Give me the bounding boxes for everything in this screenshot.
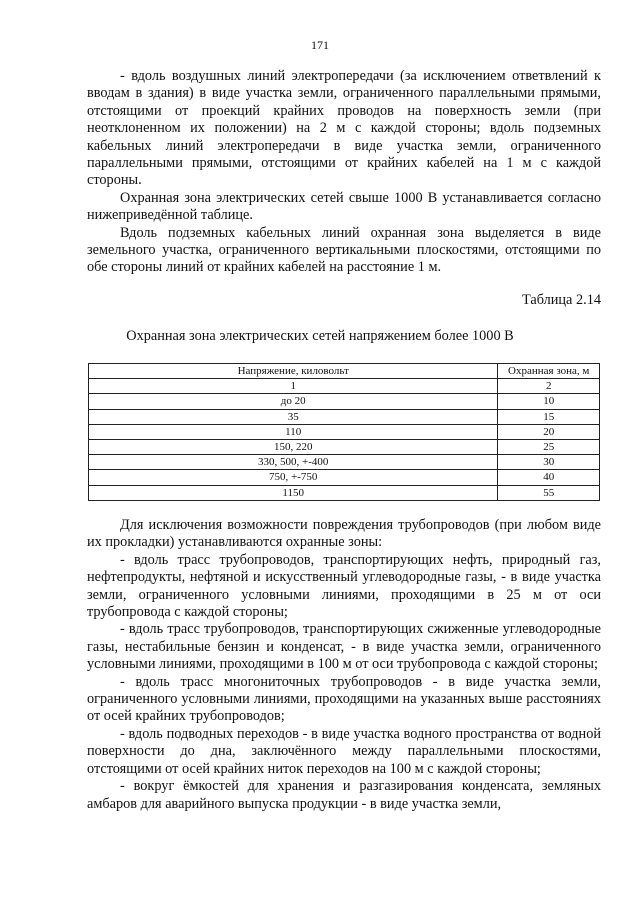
paragraph-condensate-tanks: - вокруг ёмкостей для хранения и разгазирования конденсата, земляных амбаров для аварийного выпуска продукции - в виде участка земли, [87, 778, 601, 812]
table-index-row [89, 379, 600, 394]
table-number: Таблица 2.14 [521, 292, 601, 308]
voltage-cell: до 20 [89, 394, 498, 409]
zone-cell: 20 [498, 424, 600, 439]
paragraph-zone-over-1000v: Охранная зона электрических сетей свыше 1000 В устанавливается согласно нижеприведённой таблице. [87, 189, 601, 224]
table-header-row [89, 364, 600, 379]
zone-cell: 15 [498, 409, 600, 424]
voltage-cell: 330, 500, +-400 [89, 455, 498, 470]
paragraph-underwater-crossings: - вдоль подводных переходов - в виде участка водного пространства от водной поверхности до дна, заключённого между параллельными плоскостями, отстоящими от осей крайних ниток переходов на 100 м с каждой стороны; [87, 725, 601, 777]
index-cell: 1 [89, 379, 498, 394]
protection-zone-table [88, 363, 600, 501]
table-row [89, 485, 600, 500]
table-row [89, 455, 600, 470]
table-row [89, 440, 600, 455]
paragraph-underground-cables: Вдоль подземных кабельных линий охранная зона выделяется в виде земельного участка, ограниченного вертикальными плоскостями, отстоящими по обе стороны линий от крайних кабелей на расстояние 1 м. [87, 224, 601, 276]
table-row [89, 409, 600, 424]
zone-cell: 30 [498, 455, 600, 470]
voltage-cell: 110 [89, 424, 498, 439]
column-header-voltage: Напряжение, киловольт [89, 364, 498, 379]
zone-cell: 55 [498, 485, 600, 500]
column-header-zone: Охранная зона, м [498, 364, 600, 379]
voltage-cell: 1150 [89, 485, 498, 500]
table-title: Охранная зона электрических сетей напряжением более 1000 В [126, 328, 514, 344]
pipeline-text-block [87, 517, 601, 813]
paragraph-pipeline-intro: Для исключения возможности повреждения трубопроводов (при любом виде их прокладки) устанавливаются охранные зоны: [87, 517, 601, 551]
paragraph-multistring-pipelines: - вдоль трасс многониточных трубопроводов - в виде участка земли, ограниченного условными линиями, проходящими на указанных выше расстояниях от осей крайних трубопроводов; [87, 673, 601, 725]
voltage-cell: 35 [89, 409, 498, 424]
voltage-cell: 750, +-750 [89, 470, 498, 485]
table-row [89, 424, 600, 439]
table-row [89, 394, 600, 409]
table-row [89, 470, 600, 485]
paragraph-oil-gas-pipelines: - вдоль трасс трубопроводов, транспортирующих нефть, природный газ, нефтепродукты, нефтяной и искусственный углеводородные газы, - в виде участка земли, ограниченного условными линиями, проходящими в 25 м от оси трубопровода с каждой стороны; [87, 551, 601, 621]
intro-text-block [87, 68, 601, 277]
index-cell: 2 [498, 379, 600, 394]
page-number: 171 [311, 38, 329, 52]
paragraph-liquefied-gas-pipelines: - вдоль трасс трубопроводов, транспортирующих сжиженные углеводородные газы, нестабильные бензин и конденсат, - в виде участка земли, ограниченного условными линиями, проходящими в 100 м от оси трубопровода с каждой стороны; [87, 621, 601, 673]
zone-cell: 10 [498, 394, 600, 409]
zone-cell: 40 [498, 470, 600, 485]
zone-cell: 25 [498, 440, 600, 455]
paragraph-overhead-lines: - вдоль воздушных линий электропередачи (за исключением ответвлений к вводам в здания) в виде участка земли, ограниченного параллельными прямыми, отстоящими от проекций крайних проводов на поверхность земли (при неотклоненном их положении) на 2 м с каждой стороны; вдоль подземных кабельных линий электропередачи в виде участка земли, ограниченного параллельными прямыми, отстоящими от крайних кабелей на 1 м с каждой стороны. [87, 68, 601, 189]
voltage-cell: 150, 220 [89, 440, 498, 455]
